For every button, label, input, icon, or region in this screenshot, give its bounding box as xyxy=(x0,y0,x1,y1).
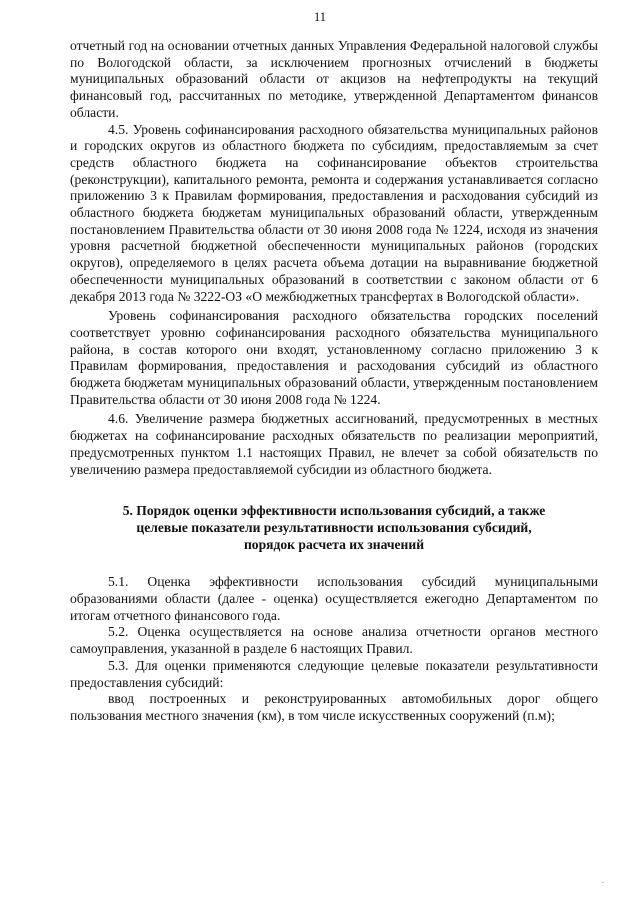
section-5-heading xyxy=(70,502,598,553)
paragraph-4-6: 4.6. Увеличение размера бюджетных ассигнований, предусмотренных в местных бюджетах на софинансирование расходных обязательств по реализации мероприятий, предусмотренных пунктом 1.1 настоящих Правил, не влечет за собой обязательств по увеличению размера предоставляемой субсидии из областного бюджета. xyxy=(70,411,598,477)
paragraph-cofinancing-settlements: Уровень софинансирования расходного обязательства городских поселений соответствует уровню софинансирования расходного обязательства муниципального района, в состав которого они входят, установленному согласно приложению 3 к Правилам формирования, предоставления и расходования субсидий из областного бюджета бюджетам муниципальных образований области, утвержденным постановлением Правительства области от 30 июня 2008 года № 1224. xyxy=(70,308,598,407)
paragraph-5-2: 5.2. Оценка осуществляется на основе анализа отчетности органов местного самоуправления, указанной в разделе 6 настоящих Правил. xyxy=(70,624,598,657)
document-body xyxy=(70,38,598,725)
paragraph-5-3: 5.3. Для оценки применяются следующие целевые показатели результативности предоставления субсидий: xyxy=(70,657,598,690)
scan-corner-mark: . xyxy=(601,875,604,886)
section-heading-line-3: порядок расчета их значений xyxy=(243,537,425,553)
paragraph-4-5: 4.5. Уровень софинансирования расходного обязательства муниципальных районов и городских округов из областного бюджета по субсидиям, предоставляемым за счет средств областного бюджета на софинансирование объектов строительства (реконструкции), капитального ремонта, ремонта и содержания устанавливается согласно приложению 3 к Правилам формирования, предоставления и расходования субсидий из областного бюджета бюджетам муниципальных образований области, утвержденным постановлением Правительства области от 30 июня 2008 года № 1224, исходя из значения уровня расчетной бюджетной обеспеченности муниципальных районов (городских округов), определяемого в целях расчета объема дотации на выравнивание бюджетной обеспеченности муниципальных образований в соответствии с законом области от 6 декабря 2013 года № 3222-ОЗ «О межбюджетных трансфертах в Вологодской области». xyxy=(70,121,598,304)
page-number: 11 xyxy=(313,10,327,24)
paragraph-5-1: 5.1. Оценка эффективности использования субсидий муниципальными образованиями области (далее - оценка) осуществляется ежегодно Департаментом по итогам отчетного финансового года. xyxy=(70,574,598,623)
section-heading-line-1: 5. Порядок оценки эффективности использования субсидий, а также xyxy=(122,503,546,519)
section-heading-line-2: целевые показатели результативности использования субсидий, xyxy=(136,520,532,536)
paragraph-continuation: отчетный год на основании отчетных данных Управления Федеральной налоговой службы по Вологодской области, за исключением прогнозных отчислений в бюджеты муниципальных образований области от акцизов на нефтепродукты на текущий финансовый год, рассчитанных по методике, утвержденной Департаментом финансов области. xyxy=(70,38,598,120)
paragraph-indicator-roads: ввод построенных и реконструированных автомобильных дорог общего пользования местного значения (км), в том числе искусственных сооружений (п.м); xyxy=(70,691,598,723)
